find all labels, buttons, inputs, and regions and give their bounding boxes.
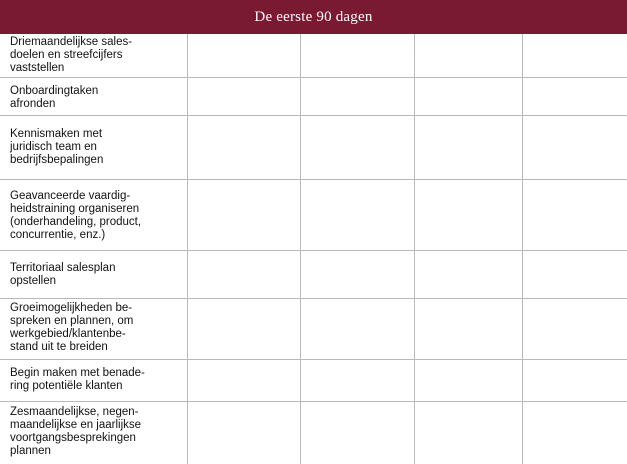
task-label: Driemaandelijkse sales- doelen en streefcijfers vaststellen <box>10 36 133 74</box>
entry-cell[interactable] <box>414 34 522 77</box>
task-label: Onboardingtaken afronden <box>10 84 99 110</box>
task-label: Geavanceerde vaardig- heidstraining organiseren (onderhandeling, product, concurrentie, enz.) <box>10 189 142 241</box>
entry-cell[interactable] <box>522 359 627 401</box>
task-cell <box>0 359 187 401</box>
task-cell <box>0 77 187 115</box>
entry-cell[interactable] <box>300 34 414 77</box>
table-title: De eerste 90 dagen <box>254 8 373 25</box>
entry-cell[interactable] <box>522 77 627 115</box>
entry-cell[interactable] <box>414 401 522 464</box>
table-row <box>0 401 627 464</box>
entry-cell[interactable] <box>300 250 414 298</box>
task-label: Begin maken met benade- ring potentiële klanten <box>10 366 145 392</box>
task-label: Groeimogelijkheden be- spreken en plannen, om werkgebied/klantenbe- stand uit te breiden <box>10 301 134 353</box>
table-row <box>0 34 627 77</box>
table-row <box>0 298 627 359</box>
task-label: Kennismaken met juridisch team en bedrijfsbepalingen <box>10 127 104 166</box>
task-cell <box>0 115 187 179</box>
entry-cell[interactable] <box>187 34 300 77</box>
entry-cell[interactable] <box>522 179 627 250</box>
entry-cell[interactable] <box>522 298 627 359</box>
entry-cell[interactable] <box>522 34 627 77</box>
table-row <box>0 115 627 179</box>
entry-cell[interactable] <box>414 115 522 179</box>
entry-cell[interactable] <box>414 359 522 401</box>
entry-cell[interactable] <box>187 179 300 250</box>
table-row <box>0 250 627 298</box>
entry-cell[interactable] <box>300 359 414 401</box>
table-header <box>0 0 627 34</box>
task-cell <box>0 250 187 298</box>
entry-cell[interactable] <box>522 115 627 179</box>
entry-cell[interactable] <box>187 359 300 401</box>
planning-table <box>0 34 627 464</box>
entry-cell[interactable] <box>187 298 300 359</box>
entry-cell[interactable] <box>300 115 414 179</box>
entry-cell[interactable] <box>300 179 414 250</box>
task-cell <box>0 179 187 250</box>
entry-cell[interactable] <box>522 401 627 464</box>
entry-cell[interactable] <box>300 298 414 359</box>
table-row <box>0 77 627 115</box>
task-cell <box>0 34 187 77</box>
entry-cell[interactable] <box>414 250 522 298</box>
entry-cell[interactable] <box>414 77 522 115</box>
task-label: Territoriaal salesplan opstellen <box>10 261 116 287</box>
task-label: Zesmaandelijkse, negen- maandelijkse en jaarlijkse voortgangsbesprekingen plannen <box>10 405 142 457</box>
entry-cell[interactable] <box>414 179 522 250</box>
entry-cell[interactable] <box>414 298 522 359</box>
entry-cell[interactable] <box>187 401 300 464</box>
entry-cell[interactable] <box>300 77 414 115</box>
entry-cell[interactable] <box>187 115 300 179</box>
table-row <box>0 179 627 250</box>
table-row <box>0 359 627 401</box>
task-cell <box>0 401 187 464</box>
entry-cell[interactable] <box>300 401 414 464</box>
entry-cell[interactable] <box>187 250 300 298</box>
task-cell <box>0 298 187 359</box>
entry-cell[interactable] <box>187 77 300 115</box>
entry-cell[interactable] <box>522 250 627 298</box>
